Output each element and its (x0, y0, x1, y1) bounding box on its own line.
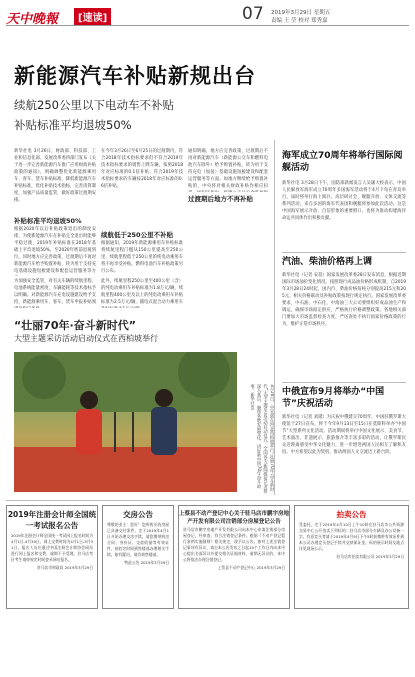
lead-paragraph: 通知明确，地方应完善政策，过渡期后不再对新能源汽车（新能源公交车和燃料电池汽车除外）给予购置补贴，转为用于支持充电（加氢）基础设施短板建设和配套运营服务等方面。如地方继续给予购置补贴的，中央将对相关财政补贴作相应扣 (188, 149, 268, 189)
photo-subtitle: 大型主题采访活动启动仪式在西柏坡举行 (14, 334, 158, 343)
ad-footer: 驻马店市拍卖有限公司 2019年3月29日 (336, 554, 404, 559)
ad-footer: 特此公告 2019年3月29日 (124, 560, 169, 565)
page-number: 07 (242, 4, 264, 24)
right-headline-1: 海军成立70周年将举行国际阅舰活动 (282, 151, 403, 173)
ad-footer: 驻马店市财政局 2019年3月29日 (36, 565, 93, 570)
lead-subhead-c: 过渡期后地方不再补贴 (188, 195, 253, 203)
photo-illustration (14, 352, 237, 492)
lead-paragraph: 根据2020年以后补贴政策退出的制度安排，为使新能源汽车在补贴完全退出时能够平稳过渡，2019年补贴标准在2018年基础上平均退坡50%，至2020年底前退坡到位。同时地方应完善政策，过渡期后不再对新能源汽车给予购置补贴，转为用于支持充电基础设施短板建设和配套运营服务等方 (14, 227, 96, 274)
ad-title: 拍卖公告 (336, 510, 367, 519)
ad-box-auction (294, 505, 409, 609)
right-headline-3: 中俄宣布9月将举办“中国节”庆祝活动 (282, 387, 385, 409)
ad-text: 2019年注册会计师全国统一考试网上报名时间为4月1日-4月30日，网上交费时间为4月1日-5月31日。报名人员应通过中国注册会计师协会网站进行网上报名和交费，逾期不予受理。驻马店考区考生请按规定时间登录网站报名。 (11, 533, 93, 562)
column-divider (274, 140, 275, 495)
masthead (6, 4, 409, 27)
lead-paragraph: 此外，续航里程250公里至400公里（含）的纯电动乘用车补贴标准为1.8万元/辆，续航里程400公里及以上的纯电动乘用车补贴标准为2.5万元/辆，插电式混合动力乘用车 (101, 279, 183, 305)
right-headline-2: 汽油、柴油价格再上调 (282, 257, 373, 267)
ad-text: 尊敬的业主：您好！您所购买的房屋已具备交付条件，定于2019年4月1日开始办理交房手续。请您携带购房合同、身份证、交款收据等有效证件，按约定时间到售楼部办理相关手续。如有疑问，请咨询售楼部。 (107, 522, 169, 557)
lead-paragraph: 根据通知，2019年新能源乘用车补贴标准将续航里程门槛从150公里提高至250公里，续航里程低于250公里的纯电动乘用车将不再享受补贴。燃料电池汽车补贴政策另行公布。 (101, 241, 183, 274)
ad-text: 驻马店市鹏宇房地产开发有限公司向本中心申请注销部分房屋登记，经审查，符合注销登记条件。根据《不动产登记暂行条例实施细则》相关规定，现予以公告。如对上述注销登记事项有异议，请自本公告发布之日起15个工作日内向本中心提出书面异议并提交相关证据材料，逾期无异议的，本中心将依法办理注销登记。 (183, 527, 285, 562)
divider (282, 252, 406, 253)
ad-box-registration (178, 505, 290, 609)
photo-title: “壮丽70年·奋斗新时代” (14, 319, 136, 332)
section-label: [速读] (74, 8, 111, 25)
lead-subheadline-2: 补贴标准平均退坡50% (14, 118, 132, 132)
right-paragraph-3: 新华社电（记者 刘锴）为庆祝中俄建交70周年，中国驻俄罗斯大使馆于27日宣布，将于今年9月13日至15日在莫斯科举办“中国节”大型系列文化活动。活动期间将举行中国文化展示、美食节、艺术演出、非遗展示、旅游推介等丰富多彩的活动，让俄罗斯民众近距离感受中华文化魅力，进一步增进两国人民相互了解和友谊。中方希望以此为契机，推动两国人文交流迈上新台阶。 (282, 415, 406, 455)
editor-line: 责编 王 莹 校对 郑秀嘉 (271, 18, 328, 24)
news-photo (14, 352, 237, 492)
lead-paragraph: 为加强安全监管，对有关车辆的续航里程、电池系统能量密度、车辆能耗等技术指标予以明确。对新能源汽车充电设施建设给予支持，新能源乘用车、客车、货车申报补贴须 (14, 279, 96, 305)
ad-title: 上蔡县不动产登记中心关于驻马店市鹏宇房地产开发有限公司注销部分房屋登记公告 (179, 511, 290, 525)
lead-headline: 新能源汽车补贴新规出台 (14, 64, 256, 88)
right-paragraph-1: 新华社电 3月28日下午，国防部新闻发言人吴谦大校表示，中国人民解放军海军成立70周年多国海军活动将于4月下旬在青岛举行，届时将举行海上阅兵、高层研讨会、舰艇开放、文体交流等系列活动。来自多国的海军代表团和舰艇将参加此次活动。这是中国海军展示开放、自信形象的重要窗口，也将为推动构建海洋命运共同体作出积极贡献。 (282, 181, 406, 221)
ad-title: 交房公告 (123, 510, 153, 519)
ad-box-handover (102, 505, 174, 609)
divider (282, 382, 406, 383)
lead-subhead-a: 补贴标准平均退坡50% (14, 217, 82, 225)
newspaper-logo: 天中晚報 (6, 12, 59, 27)
divider (6, 500, 409, 501)
ad-box-cpa-exam (6, 505, 98, 609)
lead-subhead-b: 续航低于250公里不补贴 (101, 231, 174, 239)
right-paragraph-2: 新华社电（记者 安蓓）国家发展改革委28日发布消息，根据近期国际市场油价变化情况，按照现行成品油价格形成机制，自2019年3月28日24时起，国内汽、柴油价格每吨分别提高215元和205元。相关价格联动及补贴政策按现行规定执行。国家发展改革委要求，中石油、中石化、中海油三大公司要组织好成品油生产和调运，确保市场稳定供应，严格执行价格调整政策。各地相关部门要加大市场监督检查力度，严厉查处不执行国家价格政策的行为，维护正常市场秩序。 (282, 273, 406, 327)
ad-text: 受委托，定于2019年4月10日上午10时在驻马店市公共资源交易中心公开拍卖下列标的：驻马店市部分车辆及办公设备一宗。有意竞买者请于2019年4月9日下午5时前携带有效证件到本公司办理竞买登记手续并交纳保证金。标的展示时间及地点详见现场公示。 (299, 522, 404, 551)
ad-title: 2019年注册会计师全国统一考试报名公告 (7, 510, 97, 530)
lead-paragraph: 在今年3月26日至6月25日的过渡期内，符合2018年技术指标要求但不符合2019年技术指标要求的销售上牌车辆，按照2018年对应标准的0.1倍补贴；符合2019年技术指标要求的车辆按2018年对应标准的0.6倍补贴。 (101, 149, 183, 189)
lead-paragraph: 新华社电 3月26日，财政部、科技部、工业和信息化部、发展改革委四部门发布《关于进一步完善新能源汽车推广应用财政补贴政策的通知》，明确调整优化新能源乘用车、客车、货车补贴标准，降低新能源汽车补贴标准，优化补贴技术指标，完善清算制度，加强产品质量监管，做好政策过渡期安排。 (14, 149, 96, 203)
date-line: 2019年3月29日 星期五 (271, 10, 331, 16)
photo-caption: 3月28日，中宣部在河北西柏坡举行“壮丽70年·奋斗新时代”大型主题采访活动启动仪式，全国各大新闻媒体记者将深入基层，聚焦各地发展变化，讲好新中国70年奋斗故事。新华社发 (249, 384, 274, 494)
lead-subheadline-1: 续航250公里以下电动车不补贴 (14, 98, 174, 112)
ad-footer: 上蔡县不动产登记中心 2019年3月29日 (217, 565, 285, 570)
